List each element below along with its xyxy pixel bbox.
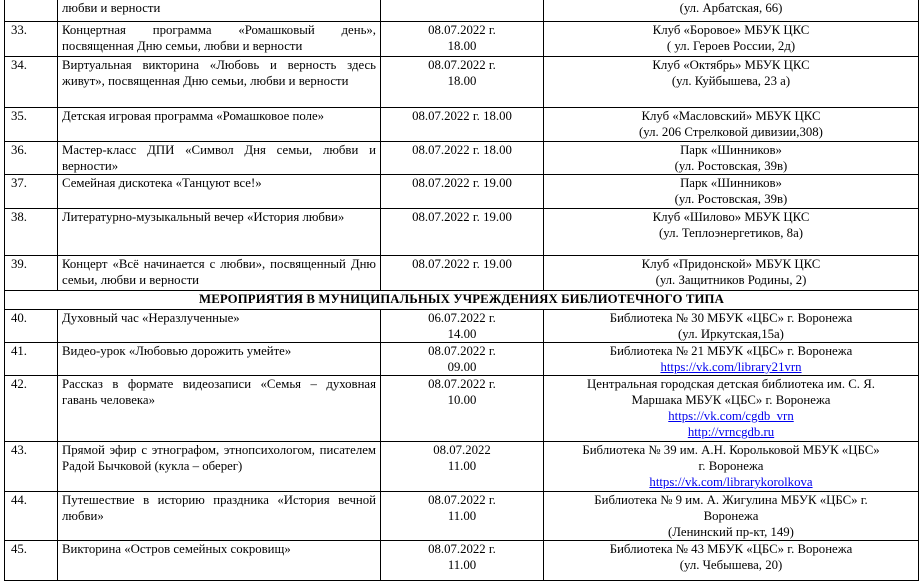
event-name <box>58 256 381 291</box>
event-name-line: Мастер-класс ДПИ «Символ Дня семьи, любви и верности» <box>62 143 376 173</box>
table-row <box>5 376 919 442</box>
event-name-line: Прямой эфир с этнографом, этнопсихологом, писателем Радой Бычковой (кукла – оберег) <box>62 443 376 473</box>
events-table <box>4 0 919 581</box>
event-date <box>381 492 544 541</box>
event-date <box>381 22 544 57</box>
event-name <box>58 343 381 376</box>
event-place <box>544 376 919 442</box>
event-place-line: г. Воронежа <box>698 459 764 473</box>
event-place-line: (ул. Ростовская, 39в) <box>674 159 788 173</box>
event-place-line: (ул. Чебышева, 20) <box>679 558 783 572</box>
event-date <box>381 376 544 442</box>
event-date-line: 10.00 <box>447 393 477 407</box>
event-place <box>544 442 919 492</box>
event-place <box>544 108 919 142</box>
event-name <box>58 442 381 492</box>
event-place-line: Клуб «Придонской» МБУК ЦКС <box>641 257 821 271</box>
event-date-line: 08.07.2022 г. 19.00 <box>412 257 512 271</box>
row-number: 33. <box>5 22 58 57</box>
section-row <box>5 291 919 310</box>
event-place-line: Центральная городская детская библиотека им. С. Я. <box>587 377 875 391</box>
event-date-line: 08.07.2022 г. <box>428 493 496 507</box>
event-name <box>58 541 381 581</box>
table-row <box>5 175 919 209</box>
event-name-line: любви и верности <box>62 1 161 15</box>
event-place <box>544 209 919 256</box>
event-place-line: Парк «Шинников» <box>680 143 782 157</box>
event-place <box>544 0 919 22</box>
event-date-line: 11.00 <box>447 509 477 523</box>
event-name-line: Викторина «Остров семейных сокровищ» <box>62 542 291 556</box>
event-date <box>381 209 544 256</box>
place-link[interactable]: https://vk.com/cgdb_vrn <box>668 409 794 423</box>
event-name-line: Детская игровая программа «Ромашковое поле» <box>62 109 325 123</box>
row-number <box>5 0 58 22</box>
event-place-line: (Ленинский пр-кт, 149) <box>668 525 794 539</box>
event-place-line: Клуб «Боровое» МБУК ЦКС <box>652 23 810 37</box>
event-place-line: Парк «Шинников» <box>680 176 782 190</box>
event-name <box>58 376 381 442</box>
event-place <box>544 142 919 175</box>
event-name-line: Семейная дискотека «Танцуют все!» <box>62 176 262 190</box>
event-name-line: Путешествие в историю праздника «История вечной любви» <box>62 493 376 523</box>
event-name-line: Литературно-музыкальный вечер «История любви» <box>62 210 345 224</box>
event-place-line: Воронежа <box>703 509 759 523</box>
event-place <box>544 57 919 108</box>
table-row <box>5 310 919 343</box>
event-date-line: 08.07.2022 <box>433 443 491 457</box>
row-number: 45. <box>5 541 58 581</box>
event-date <box>381 57 544 108</box>
event-date-line: 18.00 <box>447 39 477 53</box>
row-number: 42. <box>5 376 58 442</box>
table-row <box>5 492 919 541</box>
table-row <box>5 0 919 22</box>
event-date <box>381 256 544 291</box>
event-place <box>544 22 919 57</box>
row-number: 34. <box>5 57 58 108</box>
event-place-line: Библиотека № 21 МБУК «ЦБС» г. Воронежа <box>609 344 853 358</box>
event-name <box>58 209 381 256</box>
event-name <box>58 57 381 108</box>
event-place-line: Клуб «Октябрь» МБУК ЦКС <box>652 58 810 72</box>
table-row <box>5 209 919 256</box>
event-place-line: Библиотека № 9 им. А. Жигулина МБУК «ЦБС» г. <box>594 493 868 507</box>
event-place-line: (ул. Теплоэнергетиков, 8а) <box>658 226 804 240</box>
event-name-line: Духовный час «Неразлученные» <box>62 311 240 325</box>
table-row <box>5 442 919 492</box>
event-date-line: 18.00 <box>447 74 477 88</box>
event-date-line: 08.07.2022 г. 18.00 <box>412 109 512 123</box>
row-number: 39. <box>5 256 58 291</box>
event-date <box>381 343 544 376</box>
event-name <box>58 175 381 209</box>
event-date <box>381 0 544 22</box>
row-number: 37. <box>5 175 58 209</box>
event-place-line: Библиотека № 43 МБУК «ЦБС» г. Воронежа <box>609 542 853 556</box>
row-number: 35. <box>5 108 58 142</box>
event-date <box>381 541 544 581</box>
event-place-line: (ул. Иркутская,15а) <box>678 327 784 341</box>
event-date-line: 08.07.2022 г. <box>428 344 496 358</box>
event-place <box>544 492 919 541</box>
event-name-line: Концертная программа «Ромашковый день», посвященная Дню семьи, любви и верности <box>62 23 376 53</box>
event-name <box>58 310 381 343</box>
section-title: МЕРОПРИЯТИЯ В МУНИЦИПАЛЬНЫХ УЧРЕЖДЕНИЯХ БИБЛИОТЕЧНОГО ТИПА <box>5 291 919 310</box>
row-number: 43. <box>5 442 58 492</box>
event-date-line: 08.07.2022 г. <box>428 58 496 72</box>
table-row <box>5 343 919 376</box>
place-link[interactable]: https://vk.com/library21vrn <box>660 360 802 374</box>
event-name <box>58 22 381 57</box>
row-number: 38. <box>5 209 58 256</box>
event-place <box>544 541 919 581</box>
event-place-line: Маршака МБУК «ЦБС» г. Воронежа <box>631 393 831 407</box>
event-place-line: (ул. 206 Стрелковой дивизии,308) <box>639 125 823 139</box>
table-row <box>5 142 919 175</box>
event-place <box>544 343 919 376</box>
table-row <box>5 108 919 142</box>
event-place <box>544 256 919 291</box>
row-number: 36. <box>5 142 58 175</box>
event-date <box>381 108 544 142</box>
event-date-line: 06.07.2022 г. <box>428 311 496 325</box>
event-date-line: 08.07.2022 г. <box>428 542 496 556</box>
event-name-line: Видео-урок «Любовью дорожить умейте» <box>62 344 292 358</box>
event-place-line: (ул. Куйбышева, 23 а) <box>671 74 791 88</box>
row-number: 40. <box>5 310 58 343</box>
table-row <box>5 541 919 581</box>
event-date-line: 08.07.2022 г. 18.00 <box>412 143 512 157</box>
event-place-line: Библиотека № 30 МБУК «ЦБС» г. Воронежа <box>609 311 853 325</box>
row-number: 41. <box>5 343 58 376</box>
event-date-line: 08.07.2022 г. <box>428 23 496 37</box>
event-place <box>544 310 919 343</box>
event-date <box>381 310 544 343</box>
table-row <box>5 22 919 57</box>
event-date <box>381 175 544 209</box>
event-date-line: 11.00 <box>447 459 477 473</box>
event-place-line: (ул. Арбатская, 66) <box>679 1 783 15</box>
event-place-line: ( ул. Героев России, 2д) <box>666 39 796 53</box>
event-date-line: 09.00 <box>447 360 477 374</box>
event-name-line: Рассказ в формате видеозаписи «Семья – духовная гавань человека» <box>62 377 376 407</box>
place-link[interactable]: https://vk.com/librarykorolkova <box>649 475 813 489</box>
event-name-line: Виртуальная викторина «Любовь и верность здесь живут», посвященная Дню семьи, любви и верности <box>62 58 376 88</box>
event-name <box>58 142 381 175</box>
event-place-line: Библиотека № 39 им. А.Н. Корольковой МБУК «ЦБС» <box>582 443 880 457</box>
event-date-line: 11.00 <box>447 558 477 572</box>
event-date-line: 14.00 <box>447 327 477 341</box>
event-place-line: (ул. Защитников Родины, 2) <box>655 273 807 287</box>
event-place-line: (ул. Ростовская, 39в) <box>674 192 788 206</box>
place-link[interactable]: http://vrncgdb.ru <box>687 425 775 439</box>
event-date-line: 08.07.2022 г. 19.00 <box>412 176 512 190</box>
event-name-line: Концерт «Всё начинается с любви», посвященный Дню семьи, любви и верности <box>62 257 376 287</box>
event-date-line: 08.07.2022 г. 19.00 <box>412 210 512 224</box>
event-place <box>544 175 919 209</box>
event-date <box>381 442 544 492</box>
event-name <box>58 108 381 142</box>
event-place-line: Клуб «Шилово» МБУК ЦКС <box>652 210 810 224</box>
table-row <box>5 57 919 108</box>
event-name <box>58 0 381 22</box>
row-number: 44. <box>5 492 58 541</box>
event-name <box>58 492 381 541</box>
table-row <box>5 256 919 291</box>
event-place-line: Клуб «Масловский» МБУК ЦКС <box>641 109 821 123</box>
event-date <box>381 142 544 175</box>
event-date-line: 08.07.2022 г. <box>428 377 496 391</box>
